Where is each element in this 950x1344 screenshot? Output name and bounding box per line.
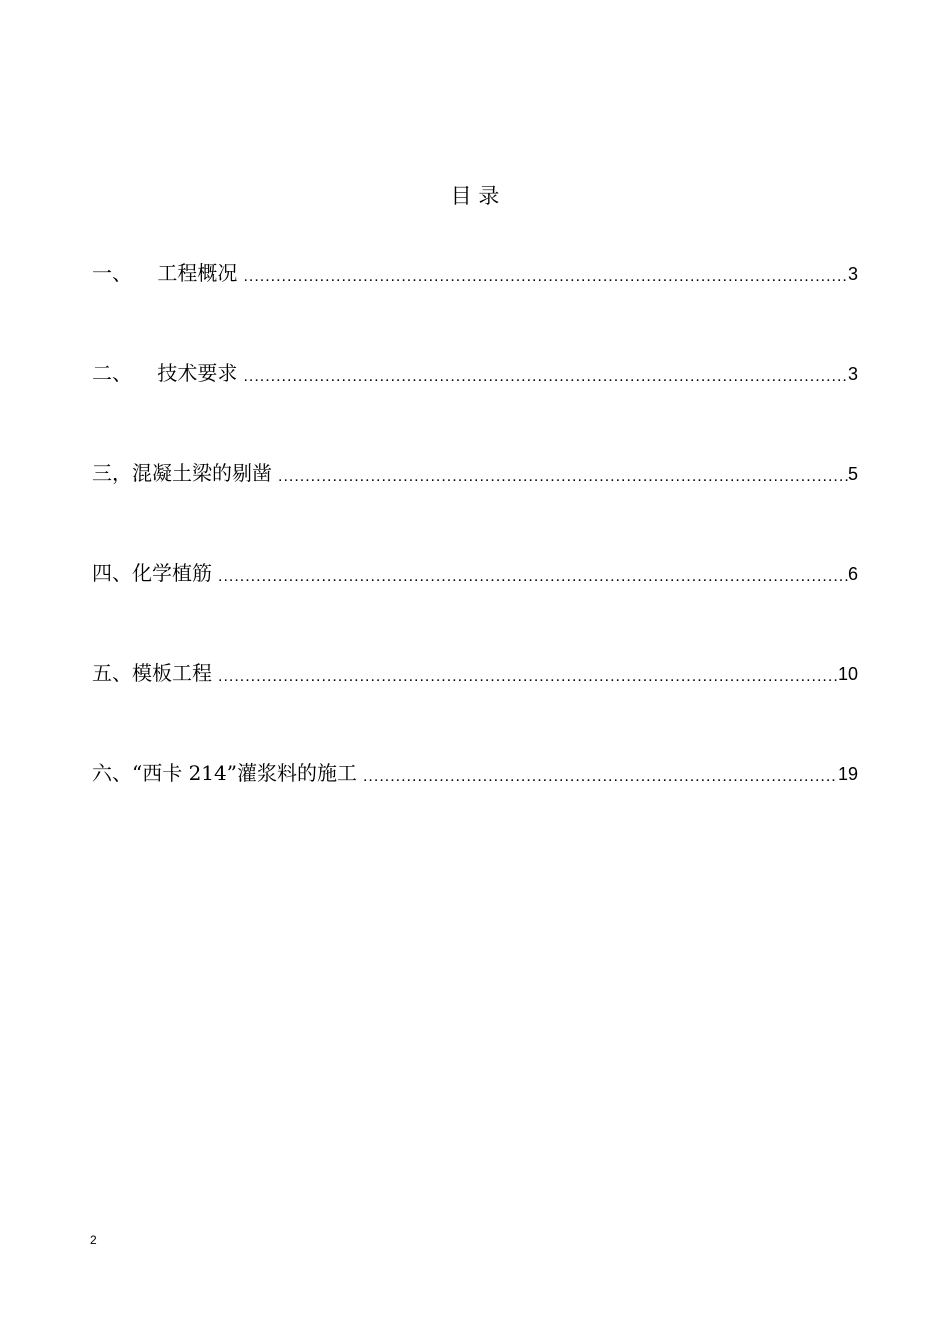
toc-entry-page: 5 [847, 464, 858, 484]
toc-entry[interactable] [92, 758, 858, 858]
toc-entry-page: 6 [847, 564, 858, 584]
toc-entry[interactable] [92, 258, 858, 358]
toc-entry-page: 19 [837, 764, 858, 784]
toc-entry-label: 三，混凝土梁的剔凿 [92, 461, 272, 485]
toc-list [92, 258, 858, 858]
toc-leader-dots [278, 462, 848, 492]
toc-entry-label: 六、“西卡 214”灌浆料的施工 [92, 761, 357, 785]
toc-entry-page: 3 [847, 364, 858, 384]
toc-entry[interactable] [92, 558, 858, 658]
toc-entry[interactable] [92, 358, 858, 458]
page-number: 2 [90, 1233, 97, 1247]
toc-entry-label: 四、化学植筋 [92, 561, 212, 585]
toc-leader-dots [218, 562, 848, 592]
toc-leader-dots [243, 262, 848, 292]
toc-title: 目 录 [450, 184, 500, 208]
toc-leader-dots [363, 762, 838, 792]
toc-entry[interactable] [92, 458, 858, 558]
toc-entry-label: 五、模板工程 [92, 661, 212, 685]
toc-leader-dots [218, 662, 838, 692]
toc-entry-page: 3 [847, 264, 858, 284]
toc-entry-page: 10 [837, 664, 858, 684]
toc-leader-dots [243, 362, 848, 392]
toc-entry-label: 一、 工程概况 [92, 261, 238, 285]
toc-entry-label: 二、 技术要求 [92, 361, 238, 385]
toc-entry[interactable] [92, 658, 858, 758]
